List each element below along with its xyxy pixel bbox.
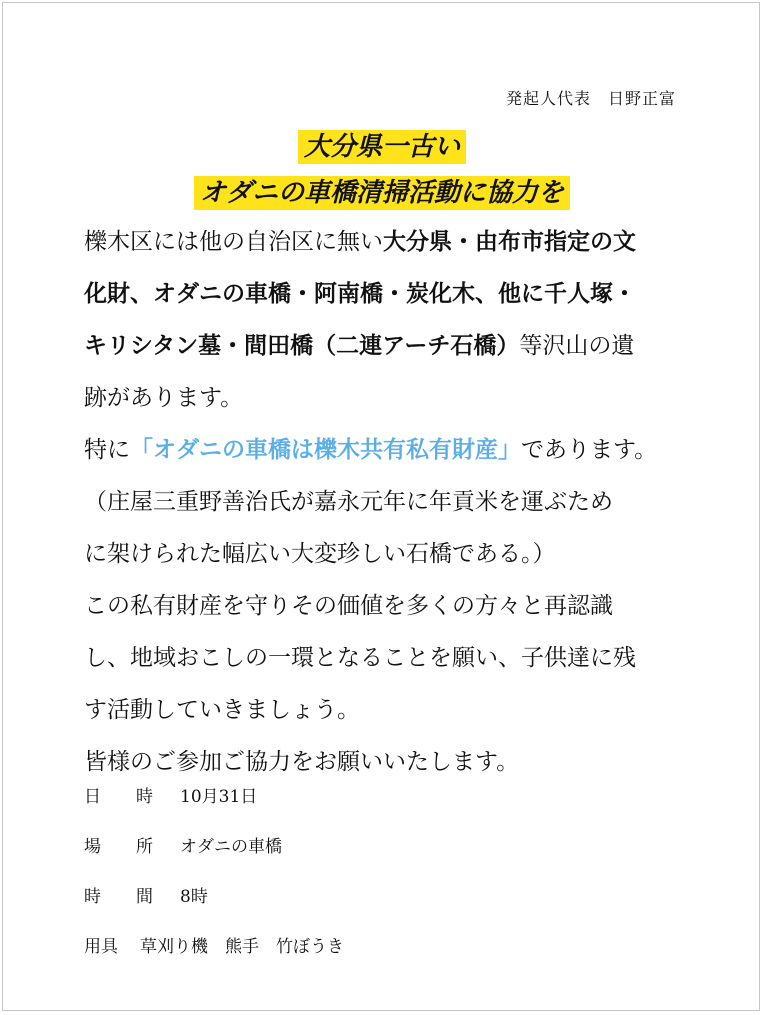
body-text-segment: 等沢山の遺 [519,333,635,359]
body-bold-segment: 大分県・由布市指定の文 [383,229,636,255]
body-line [84,320,684,372]
body-line: 化財、オダニの車橋・阿南橋・炭化木、他に千人塚・ [84,281,636,307]
body-line: 皆様のご参加ご協力をお願いいたします。 [84,749,520,775]
detail-value: 8時 [180,887,208,907]
detail-key: 場 所 [84,837,153,857]
body-text-segment: であります。 [521,437,658,463]
detail-row-time [84,882,344,932]
sender-line: 発起人代表 日野正富 [505,89,676,108]
detail-key: 用具 [84,937,118,957]
detail-value: オダニの車橋 [180,837,282,857]
body-line: す活動していきましょう。 [84,697,360,723]
event-details [84,782,344,982]
title-line-1-text: 大分県一古い [298,130,466,164]
detail-row-date [84,782,344,832]
body-line: この私有財産を守りその価値を多くの方々と再認識 [84,593,613,619]
body-text-segment: 櫟木区には他の自治区に無い [84,229,383,255]
detail-key: 時 間 [84,887,153,907]
body-line: し、地域おこしの一環となることを願い、子供達に残 [84,645,636,671]
body-text-segment: 特に [84,437,130,463]
detail-value: 草刈り機 熊手 竹ぼうき [140,937,344,957]
body-bold-segment: キリシタン墓・間田橋（二連アーチ石橋） [84,333,520,359]
title-line-1 [0,126,764,163]
body-line: に架けられた幅広い大変珍しい石橋である。） [84,541,556,567]
detail-row-place [84,832,344,882]
body-line: 跡があります。 [84,385,244,411]
detail-row-tools [84,932,344,982]
detail-value: 10月31日 [180,787,258,807]
body-line [84,424,684,476]
body-text [84,216,684,788]
title-line-2-text: オダニの車橋清掃活動に協力を [194,176,570,210]
detail-key: 日 時 [84,787,153,807]
body-line: （庄屋三重野善治氏が嘉永元年に年貢米を運ぶため [84,489,613,515]
highlight-phrase: 「オダニの車橋は櫟木共有私有財産」 [130,437,521,463]
title-line-2 [0,172,764,209]
body-line [84,216,684,268]
